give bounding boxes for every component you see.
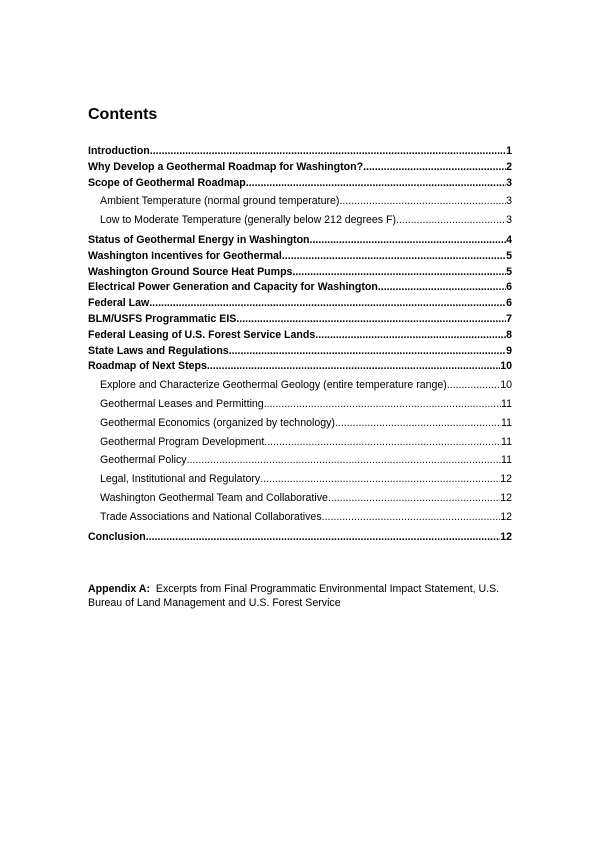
toc-entry[interactable] [88, 328, 512, 344]
toc-entry-title: Geothermal Policy [100, 454, 187, 467]
dot-leader [236, 312, 506, 328]
toc-page-number: 3 [506, 214, 512, 227]
toc-page-number: 11 [501, 435, 512, 448]
dot-leader [246, 176, 506, 192]
toc-entry[interactable] [88, 249, 512, 265]
dot-leader [328, 489, 500, 508]
toc-entry-title: Status of Geothermal Energy in Washington [88, 233, 310, 246]
toc-page-number: 3 [506, 176, 512, 189]
toc-entry-title: Low to Moderate Temperature (generally below 212 degrees F) [100, 214, 397, 227]
toc-entry-title: Federal Law [88, 297, 150, 310]
dot-leader [149, 296, 506, 312]
toc-page-number: 11 [501, 454, 512, 467]
dot-leader [292, 265, 506, 281]
toc-entry[interactable] [88, 312, 512, 328]
toc-page-number: 3 [506, 195, 512, 208]
toc-page-number: 12 [500, 510, 512, 523]
toc-entry[interactable] [88, 176, 512, 192]
appendix-note [88, 582, 508, 610]
toc-subentry[interactable] [88, 451, 512, 470]
dot-leader [207, 359, 500, 375]
toc-entry-title: Washington Ground Source Heat Pumps [88, 265, 293, 278]
dot-leader [264, 395, 501, 414]
toc-entry[interactable] [88, 296, 512, 312]
table-of-contents [88, 144, 512, 545]
toc-entry-title: Why Develop a Geothermal Roadmap for Washington? [88, 160, 364, 173]
dot-leader [315, 328, 506, 344]
dot-leader [229, 344, 506, 360]
toc-entry-title: Roadmap of Next Steps [88, 360, 207, 373]
toc-page-number: 12 [500, 530, 512, 543]
toc-page-number: 10 [500, 379, 512, 392]
dot-leader [146, 530, 501, 546]
toc-page-number: 1 [506, 145, 512, 157]
dot-leader [363, 160, 506, 176]
toc-entry-title: Washington Incentives for Geothermal [88, 249, 282, 262]
toc-page-number: 11 [501, 397, 512, 410]
toc-entry-title: Geothermal Program Development [100, 435, 265, 448]
toc-subentry[interactable] [88, 376, 512, 395]
dot-leader [150, 144, 506, 160]
toc-entry-title: Introduction [88, 145, 150, 157]
dot-leader [310, 233, 507, 249]
toc-page-number: 9 [506, 344, 512, 357]
toc-entry-title: State Laws and Regulations [88, 344, 229, 357]
toc-entry[interactable] [88, 144, 512, 160]
toc-subentry[interactable] [88, 395, 512, 414]
toc-page-number: 10 [500, 360, 512, 373]
toc-entry-title: Electrical Power Generation and Capacity for Washington [88, 281, 378, 294]
toc-page-number: 6 [506, 281, 512, 294]
dot-leader [187, 451, 501, 470]
toc-entry-title: Legal, Institutional and Regulatory [100, 473, 261, 486]
toc-page-number: 12 [500, 473, 512, 486]
toc-entry-title: Geothermal Economics (organized by technology) [100, 416, 335, 429]
dot-leader [396, 211, 506, 230]
toc-entry[interactable] [88, 344, 512, 360]
toc-subentry[interactable] [88, 211, 512, 230]
toc-subentry[interactable] [88, 414, 512, 433]
dot-leader [339, 192, 506, 211]
toc-entry-title: Ambient Temperature (normal ground temperature) [100, 195, 340, 208]
toc-page-number: 8 [506, 328, 512, 341]
toc-entry-title: Geothermal Leases and Permitting [100, 397, 264, 410]
toc-entry-title: Conclusion [88, 530, 146, 543]
toc-page-number: 6 [506, 297, 512, 310]
page-title: Contents [88, 106, 158, 123]
toc-page-number: 12 [500, 491, 512, 504]
toc-page-number: 7 [506, 312, 512, 325]
dot-leader [335, 414, 501, 433]
toc-page-number: 2 [506, 160, 512, 173]
toc-entry[interactable] [88, 280, 512, 296]
toc-page-number: 5 [506, 265, 512, 278]
toc-entry[interactable] [88, 359, 512, 375]
toc-entry-title: Trade Associations and National Collaboratives [100, 510, 322, 523]
toc-entry-title: Washington Geothermal Team and Collaborative [100, 491, 328, 504]
appendix-text: Excerpts from Final Programmatic Environmental Impact Statement, U.S. Bureau of Land Management and U.S. Forest Service [88, 583, 500, 609]
toc-subentry[interactable] [88, 470, 512, 489]
toc-entry[interactable] [88, 160, 512, 176]
toc-page-number: 5 [506, 249, 512, 262]
dot-leader [264, 433, 501, 452]
dot-leader [447, 376, 500, 395]
toc-subentry[interactable] [88, 508, 512, 527]
toc-subentry[interactable] [88, 489, 512, 508]
toc-entry-title: Federal Leasing of U.S. Forest Service Lands [88, 328, 316, 341]
toc-entry[interactable] [88, 530, 512, 546]
toc-entry-title: Scope of Geothermal Roadmap [88, 176, 246, 189]
toc-entry-title: Explore and Characterize Geothermal Geology (entire temperature range) [100, 379, 447, 392]
toc-page-number: 11 [501, 416, 512, 429]
toc-entry[interactable] [88, 233, 512, 249]
dot-leader [260, 470, 500, 489]
appendix-label: Appendix A: [88, 583, 150, 595]
toc-entry[interactable] [88, 265, 512, 281]
toc-subentry[interactable] [88, 433, 512, 452]
toc-page-number: 4 [506, 233, 512, 246]
dot-leader [322, 508, 501, 527]
toc-subentry[interactable] [88, 192, 512, 211]
dot-leader [282, 249, 506, 265]
dot-leader [378, 280, 506, 296]
toc-entry-title: BLM/USFS Programmatic EIS [88, 312, 237, 325]
